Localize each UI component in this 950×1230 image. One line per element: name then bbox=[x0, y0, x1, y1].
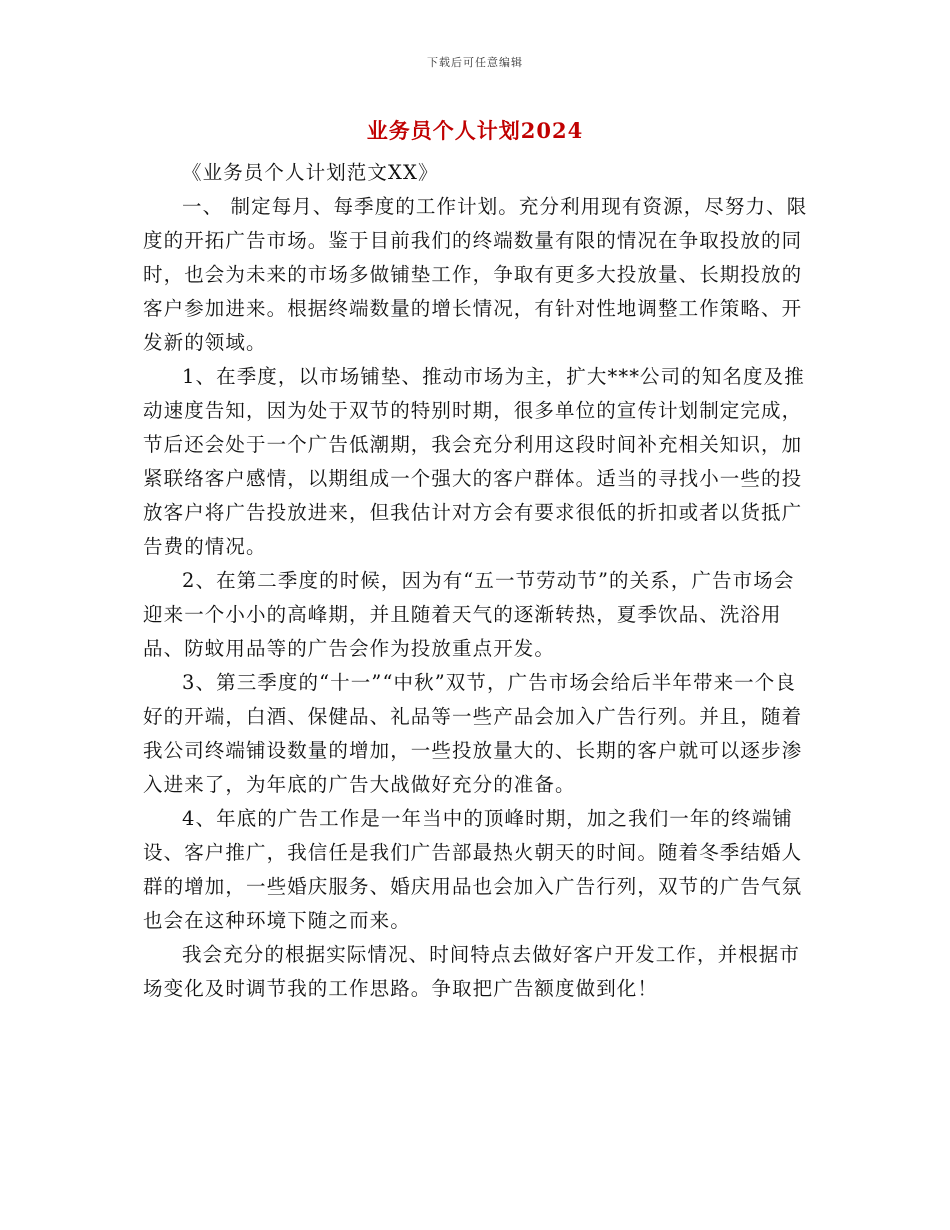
paragraph-q2: 2、在第二季度的时候，因为有“五一节劳动节”的关系，广告市场会迎来一个小小的高峰期，并且随着天气的逐渐转热，夏季饮品、洗浴用品、防蚊用品等的广告会作为投放重点开发。 bbox=[143, 569, 795, 660]
header-note: 下载后可任意编辑 bbox=[427, 56, 523, 69]
paragraph-q4: 4、年底的广告工作是一年当中的顶峰时期，加之我们一年的终端铺设、客户推广，我信任是我们广告部最热火朝天的时间。随着冬季结婚人群的增加，一些婚庆服务、婚庆用品也会加入广告行列，双节的广告气氛也会在这种环境下随之而来。 bbox=[143, 807, 803, 932]
paragraph-section-one: 一、 制定每月、每季度的工作计划。充分利用现有资源，尽努力、限度的开拓广告市场。鉴于目前我们的终端数量有限的情况在争取投放的同时，也会为未来的市场多做铺垫工作，争取有更多大投放量、长期投放的客户参加进来。根据终端数量的增长情况，有针对性地调整工作策略、开发新的领域。 bbox=[143, 195, 808, 354]
paragraph-subtitle: 《业务员个人计划范文XX》 bbox=[182, 161, 439, 184]
paragraph-q1: 1、在季度，以市场铺垫、推动市场为主，扩大***公司的知名度及推动速度告知，因为处于双节的特别时期，很多单位的宣传计划制定完成，节后还会处于一个广告低潮期，我会充分利用这段时间补充相关知识，加紧联络客户感情，以期组成一个强大的客户群体。适当的寻找小一些的投放客户将广告投放进来，但我估计对方会有要求很低的折扣或者以货抵广告费的情况。 bbox=[143, 365, 805, 558]
document-body bbox=[143, 156, 813, 1006]
paragraph-q3: 3、第三季度的“十一”“中秋”双节，广告市场会给后半年带来一个良好的开端，白酒、保健品、礼品等一些产品会加入广告行列。并且，随着我公司终端铺设数量的增加，一些投放量大的、长期的客户就可以逐步渗入进来了，为年底的广告大战做好充分的准备。 bbox=[143, 671, 803, 796]
paragraph-conclusion: 我会充分的根据实际情况、时间特点去做好客户开发工作，并根据市场变化及时调节我的工作思路。争取把广告额度做到化！ bbox=[143, 943, 801, 1000]
document-title: 业务员个人计划2024 bbox=[366, 118, 584, 143]
